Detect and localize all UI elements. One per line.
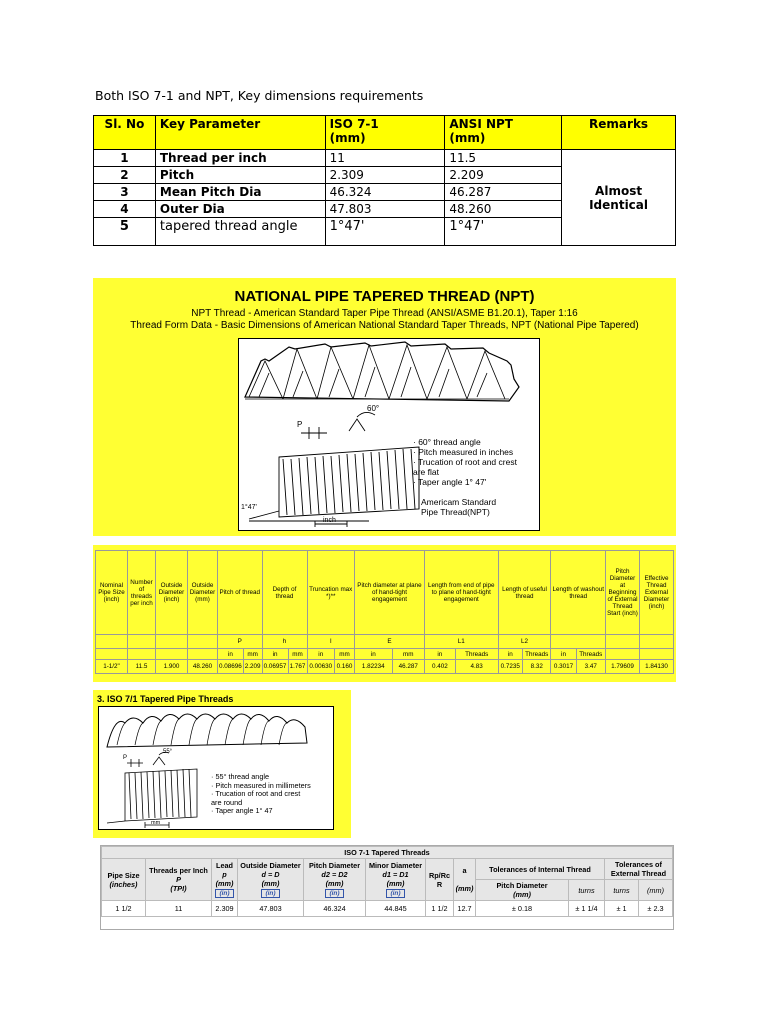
value-cell: ± 1 1/4: [569, 901, 605, 917]
header-tol-internal: Tolerances of Internal Thread: [476, 859, 605, 880]
note-line: · Trucation of root and crest: [413, 457, 517, 467]
unit-cell: Threads: [455, 649, 498, 660]
note-line: · Pitch measured in millimeters: [211, 780, 311, 790]
value-cell: ± 0.18: [476, 901, 569, 917]
header-iso: ISO 7-1 (mm): [325, 116, 445, 150]
unit-cell: in: [218, 649, 244, 660]
unit-toggle[interactable]: (in): [215, 889, 233, 898]
value-cell: 0.00630: [307, 660, 335, 674]
row-parameter: Mean Pitch Dia: [155, 184, 325, 201]
header-pipe-size: [102, 859, 146, 901]
row-npt-value: 1°47': [445, 218, 562, 246]
iso-angle-label: 55°: [163, 749, 173, 755]
header-tol-ext-turns: [605, 880, 639, 901]
header-text: Threads per Inch: [149, 866, 208, 875]
note-line: · 55° thread angle: [211, 772, 270, 781]
header-text: Minor Diameter: [368, 861, 423, 870]
npt-header-cell: Effective Thread External Diameter (inch): [640, 551, 674, 635]
row-iso-value: 46.324: [325, 184, 445, 201]
npt-header-cell: Pitch Diameter at Beginning of External Thread Start (inch): [606, 551, 640, 635]
iso-pitch-label: P: [123, 755, 128, 761]
note-line: · 60° thread angle: [413, 437, 481, 447]
header-unit: (mm): [455, 884, 474, 893]
row-parameter: Outer Dia: [155, 201, 325, 218]
value-cell: 8.32: [522, 660, 551, 674]
npt-angle-label: 60°: [367, 404, 380, 413]
npt-header-cell: Pitch diameter at plane of hand-tight engagement: [355, 551, 425, 635]
npt-header-cell: Number of threads per inch: [128, 551, 156, 635]
row-number: 1: [94, 150, 156, 167]
key-table-header: [94, 116, 676, 150]
header-tol-int-turns: [569, 880, 605, 901]
value-cell: 1.79609: [606, 660, 640, 674]
header-remarks: Remarks: [562, 116, 676, 150]
header-outside-diameter: [238, 859, 304, 901]
header-text: Pitch Diameter: [308, 861, 361, 870]
iso-mm-label: mm: [151, 820, 161, 826]
value-cell: ± 1: [605, 901, 639, 917]
header-unit: (mm): [646, 885, 665, 895]
npt-header-cell: Outside Diameter (inch): [156, 551, 188, 635]
row-npt-value: 46.287: [445, 184, 562, 201]
npt-header-cell: Depth of thread: [262, 551, 307, 635]
header-npt: ANSI NPT (mm): [445, 116, 562, 150]
unit-cell: mm: [335, 649, 355, 660]
value-cell: 1.900: [156, 660, 188, 674]
value-cell: 12.7: [454, 901, 476, 917]
npt-header-cell: Pitch of thread: [218, 551, 263, 635]
unit-cell: mm: [243, 649, 262, 660]
note-line: · Taper angle 1° 47': [413, 477, 487, 487]
unit-cell: in: [424, 649, 455, 660]
npt-header-cell: Truncation max *)**: [307, 551, 355, 635]
value-cell: 0.7235: [498, 660, 522, 674]
npt-thread-figure: [238, 338, 540, 531]
iso-title: 3. ISO 7/1 Tapered Pipe Threads: [97, 694, 234, 704]
row-number: 5: [94, 218, 156, 246]
note-line: are flat: [413, 467, 439, 477]
npt-header-cell: Nominal Pipe Size (inch): [96, 551, 128, 635]
npt-value-row: [96, 660, 674, 674]
header-a: [454, 859, 476, 901]
npt-subtitle: NPT Thread - American Standard Taper Pipe Thread (ANSI/ASME B1.20.1), Taper 1:16: [191, 308, 578, 319]
caption-line: Pipe Thread(NPT): [421, 507, 490, 517]
header-pitch-diameter: [304, 859, 366, 901]
row-number: 3: [94, 184, 156, 201]
header-unit: turns: [613, 885, 630, 895]
header-tol-ext-mm: [639, 880, 673, 901]
unit-cell: mm: [288, 649, 307, 660]
row-number: 4: [94, 201, 156, 218]
unit-cell: in: [307, 649, 335, 660]
remarks-cell: Almost Identical: [562, 150, 676, 246]
value-cell: 48.260: [188, 660, 218, 674]
value-cell: 1.767: [288, 660, 307, 674]
caption-line: Americam Standard: [421, 497, 497, 507]
npt-header-cell: Outside Diameter (mm): [188, 551, 218, 635]
symbol-cell: L2: [498, 635, 551, 649]
row-npt-value: 2.209: [445, 167, 562, 184]
npt-unit-row: [96, 649, 674, 660]
header-text: Rp/Rc: [428, 870, 451, 880]
note-line: · Taper angle 1° 47: [211, 806, 273, 815]
header-tol-external: Tolerances of External Thread: [605, 859, 673, 880]
iso-table-title-row: [102, 847, 673, 859]
unit-toggle[interactable]: (in): [386, 889, 404, 898]
value-cell: 0.402: [424, 660, 455, 674]
npt-title: NATIONAL PIPE TAPERED THREAD (NPT): [234, 288, 535, 305]
npt-header-cell: Length of washout thread: [551, 551, 606, 635]
value-cell: 3.47: [576, 660, 605, 674]
value-cell: 1.84130: [640, 660, 674, 674]
header-text: Pipe Size: [107, 870, 140, 880]
value-cell: 1 1/2: [426, 901, 454, 917]
npt-subtitle-2: Thread Form Data - Basic Dimensions of American National Standard Taper Threads, NPT (National Pipe Tapered): [130, 320, 639, 331]
header-text: a: [462, 866, 467, 875]
symbol-cell: L1: [424, 635, 498, 649]
row-npt-value: 48.260: [445, 201, 562, 218]
row-number: 2: [94, 167, 156, 184]
header-key-parameter: Key Parameter: [155, 116, 325, 150]
header-symbol: p: [222, 870, 227, 879]
unit-cell: in: [498, 649, 522, 660]
page-heading: Both ISO 7-1 and NPT, Key dimensions requirements: [95, 88, 424, 103]
header-tpi: [146, 859, 212, 901]
value-cell: 1-1/2": [96, 660, 128, 674]
header-rp-rc: [426, 859, 454, 901]
header-unit: (TPI): [170, 884, 187, 893]
npt-dimensions-table: [95, 550, 674, 674]
header-minor-diameter: [366, 859, 426, 901]
value-cell: 11: [146, 901, 212, 917]
key-dimensions-table: [93, 115, 676, 246]
value-cell: 1.82234: [355, 660, 393, 674]
iso-value-row: [102, 901, 673, 917]
row-iso-value: 11: [325, 150, 445, 167]
header-unit: (inches): [109, 879, 138, 889]
symbol-cell: P: [218, 635, 263, 649]
value-cell: 47.803: [238, 901, 304, 917]
value-cell: 0.160: [335, 660, 355, 674]
header-tol-int-pd: [476, 880, 569, 901]
unit-cell: Threads: [576, 649, 605, 660]
iso-notes: [211, 773, 311, 816]
header-symbol: d1 = D1: [382, 870, 409, 879]
value-cell: 44.845: [366, 901, 426, 917]
row-iso-value: 47.803: [325, 201, 445, 218]
value-cell: 2.309: [212, 901, 238, 917]
unit-toggle[interactable]: (in): [325, 889, 343, 898]
note-line: are round: [211, 797, 243, 807]
row-parameter: Pitch: [155, 167, 325, 184]
unit-cell: in: [355, 649, 393, 660]
unit-cell: mm: [392, 649, 424, 660]
header-text: Pitch Diameter: [496, 881, 548, 890]
iso-panel: [93, 690, 351, 838]
header-lead: [212, 859, 238, 901]
row-npt-value: 11.5: [445, 150, 562, 167]
iso-dimensions-table: [101, 846, 673, 917]
npt-table-header: [96, 551, 674, 635]
value-cell: 2.209: [243, 660, 262, 674]
value-cell: 4.83: [455, 660, 498, 674]
header-sl-no: Sl. No: [94, 116, 156, 150]
iso-table-panel: [100, 845, 674, 930]
iso-thread-figure: [98, 706, 334, 830]
unit-cell: in: [551, 649, 576, 660]
value-cell: 0.3017: [551, 660, 576, 674]
header-text: Outside Diameter: [240, 861, 301, 870]
npt-header-cell: Length from end of pipe to plane of hand-tight engagement: [424, 551, 498, 635]
row-parameter: Thread per inch: [155, 150, 325, 167]
npt-inch-label: inch: [323, 517, 336, 524]
npt-notes: [413, 437, 517, 487]
note-line: · Trucation of root and crest: [211, 789, 301, 798]
header-unit: (mm): [386, 879, 405, 888]
value-cell: 46.324: [304, 901, 366, 917]
row-parameter: tapered thread angle: [155, 218, 325, 246]
npt-pitch-label: P: [297, 420, 303, 429]
table-row: [94, 150, 676, 167]
header-unit: (mm): [215, 879, 234, 888]
symbol-cell: l: [307, 635, 355, 649]
npt-symbol-row: [96, 635, 674, 649]
value-cell: ± 2.3: [639, 901, 673, 917]
unit-cell: in: [262, 649, 288, 660]
npt-taper-label: 1°47': [241, 504, 257, 511]
value-cell: 0.06957: [262, 660, 288, 674]
header-unit: (mm): [325, 879, 344, 888]
unit-cell: Threads: [522, 649, 551, 660]
npt-panel: [93, 278, 676, 536]
row-iso-value: 2.309: [325, 167, 445, 184]
value-cell: 11.5: [128, 660, 156, 674]
header-symbol: R: [436, 879, 443, 889]
symbol-cell: E: [355, 635, 425, 649]
unit-toggle[interactable]: (in): [261, 889, 279, 898]
iso-table-title: ISO 7-1 Tapered Threads: [102, 847, 673, 859]
header-symbol: d2 = D2: [321, 870, 348, 879]
value-cell: 0.08696: [218, 660, 244, 674]
npt-caption: [421, 497, 496, 517]
header-unit: (mm): [261, 879, 280, 888]
symbol-cell: h: [262, 635, 307, 649]
npt-table-panel: [93, 545, 676, 682]
header-text: Lead: [215, 861, 234, 870]
header-symbol: P: [176, 875, 181, 884]
note-line: · Pitch measured in inches: [413, 447, 514, 457]
header-unit: (mm): [513, 890, 531, 899]
header-symbol: d = D: [261, 870, 280, 879]
row-iso-value: 1°47': [325, 218, 445, 246]
npt-header-cell: Length of useful thread: [498, 551, 551, 635]
value-cell: 46.287: [392, 660, 424, 674]
header-unit: turns: [578, 885, 595, 895]
iso-table-header-row: [102, 859, 673, 880]
value-cell: 1 1/2: [102, 901, 146, 917]
